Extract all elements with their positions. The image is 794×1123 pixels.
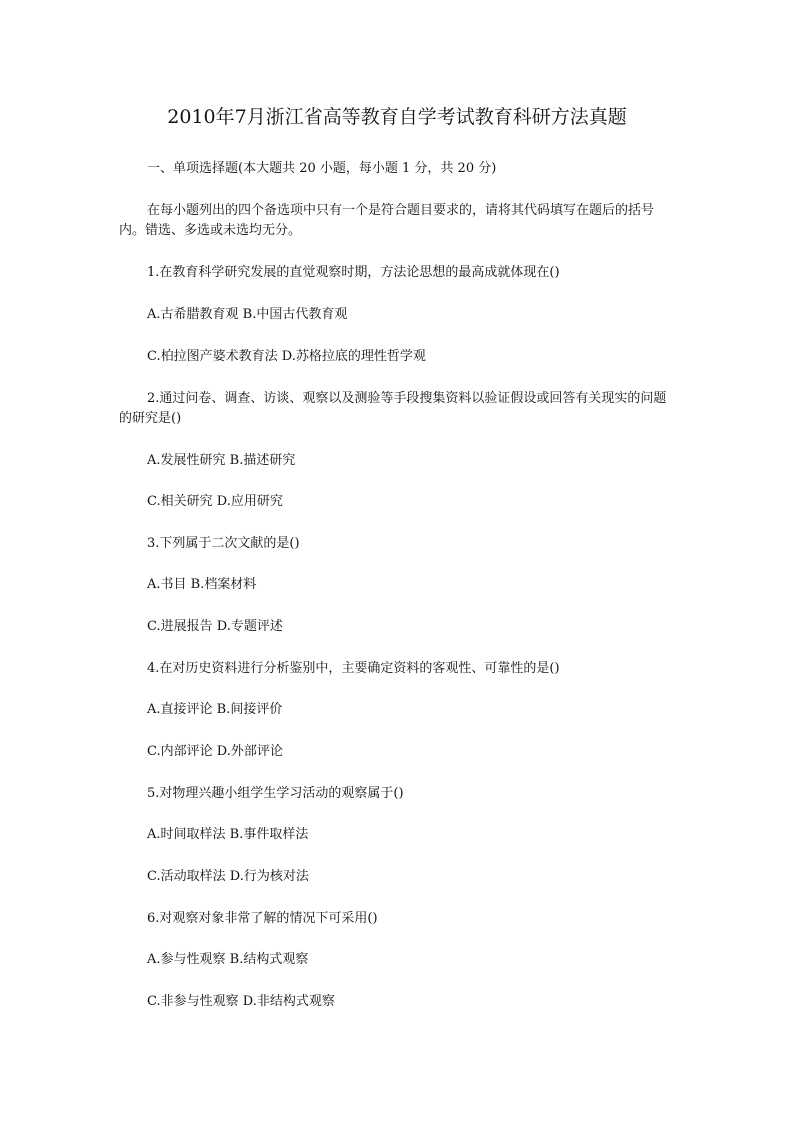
question-1-options-cd: C.柏拉图产婆术教育法 D.苏格拉底的理性哲学观: [147, 349, 426, 364]
question-4-options-cd: C.内部评论 D.外部评论: [147, 744, 283, 759]
question-1-stem: 1.在教育科学研究发展的直觉观察时期，方法论思想的最高成就体现在(): [147, 265, 560, 280]
question-5-options-cd: C.活动取样法 D.行为核对法: [147, 869, 309, 884]
document-title: 2010年7月浙江省高等教育自学考试教育科研方法真题: [167, 106, 627, 128]
question-4-stem: 4.在对历史资料进行分析鉴别中，主要确定资料的客观性、可靠性的是(): [147, 661, 560, 676]
question-1-options-ab: A.古希腊教育观 B.中国古代教育观: [147, 307, 348, 322]
question-3-stem: 3.下列属于二次文献的是(): [147, 536, 300, 551]
question-3-options-cd: C.进展报告 D.专题评述: [147, 619, 283, 634]
question-2-stem: 2.通过问卷、调查、访谈、观察以及测验等手段搜集资料以验证假设或回答有关现实的问题的研究是(): [119, 391, 667, 426]
question-4-options-ab: A.直接评论 B.间接评价: [147, 702, 283, 717]
question-6-stem: 6.对观察对象非常了解的情况下可采用(): [147, 911, 378, 926]
question-2-options-cd: C.相关研究 D.应用研究: [147, 494, 283, 509]
instructions-paragraph: 在每小题列出的四个备选项中只有一个是符合题目要求的，请将其代码填写在题后的括号内。错选、多选或未选均无分。: [119, 203, 655, 238]
section-heading: 一、单项选择题(本大题共 20 小题，每小题 1 分，共 20 分): [147, 161, 497, 176]
question-5-options-ab: A.时间取样法 B.事件取样法: [147, 827, 309, 842]
question-6-options-ab: A.参与性观察 B.结构式观察: [147, 952, 309, 967]
question-6-options-cd: C.非参与性观察 D.非结构式观察: [147, 994, 335, 1009]
question-3-options-ab: A.书目 B.档案材料: [147, 577, 257, 592]
question-2-options-ab: A.发展性研究 B.描述研究: [147, 453, 296, 468]
question-5-stem: 5.对物理兴趣小组学生学习活动的观察属于(): [147, 786, 404, 801]
